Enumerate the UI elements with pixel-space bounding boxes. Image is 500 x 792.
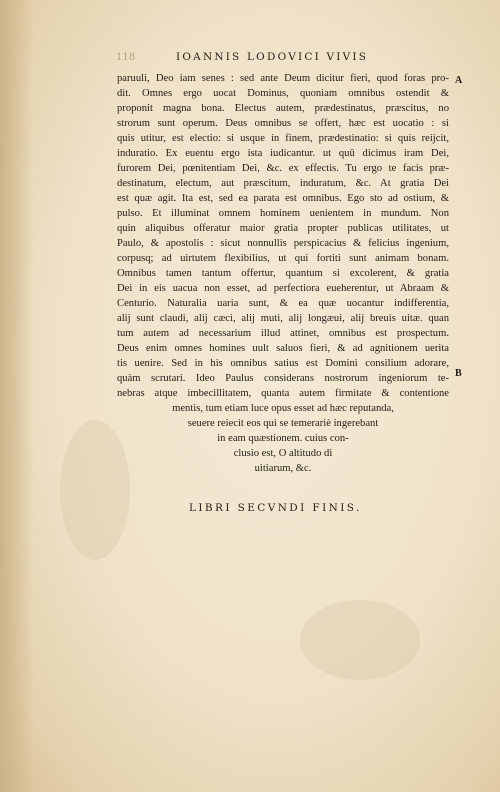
book-closing: LIBRI SECVNDI FINIS. <box>189 502 362 514</box>
margin-note-a: A <box>455 75 463 86</box>
text-line: alij sunt claudi, alij cæci, alij muti, alij longæui, alij breuis uitæ. quan <box>117 313 449 324</box>
text-line: induratio. Ex euentu ergo ista iudicantur. ut quū dicimus iram Dei, <box>117 148 449 159</box>
text-line: Centurio. Naturalia uaria sunt, & ea quæ uocantur indifferentia, <box>117 298 449 309</box>
text-line: furorem Dei, pœnitentiam Dei, &c. ex effectis. Tu ergo te facis præ- <box>117 163 449 174</box>
page-gutter-shadow <box>0 0 34 792</box>
text-line: paruuli, Deo iam senes : sed ante Deum dicitur fieri, quod foras pro- <box>117 73 449 84</box>
text-line: proponit magna bona. Electus autem, prædestinatus, præscitus, no <box>117 103 449 114</box>
text-line: mentis, tum etiam luce opus esset ad hæc reputanda, <box>172 403 394 414</box>
text-line: strorum sunt operum. Deus omnibus se offert, hæc est uocatio : si <box>117 118 449 129</box>
text-line: nebras atque imbecillitatem, quanta autem firmitate & contentione <box>117 388 449 399</box>
text-line: uitiarum, &c. <box>254 463 312 474</box>
text-line: quin aliquibus offeratur maior gratia propter publicas utilitates, ut <box>117 223 449 234</box>
text-line: dit. Omnes ergo uocat Dominus, quoniam omnibus ostendit & <box>117 88 449 99</box>
text-line: quàm scrutari. Ideo Paulus considerans nostrorum ingeniorum te- <box>117 373 449 384</box>
text-line: clusio est, O altitudo di <box>233 448 333 459</box>
paper-stain <box>300 600 420 680</box>
text-line: Dei in eis uacua non esset, ad perfectiora eueherentur, ut Abraam & <box>117 283 449 294</box>
text-line: seuere reiecit eos qui se temerariè ingerebant <box>187 418 379 429</box>
text-line: quis utitur, est electio: si usque in finem, prædestinatio: si quis reijcit, <box>117 133 449 144</box>
margin-note-b: B <box>455 368 462 379</box>
text-line: tis uenire. Sed in his omnibus satius est Domini consilium adorare, <box>117 358 449 369</box>
text-line: est quæ agit. Ita est, sed ea parata est omnibus. Ego sto ad ostium, & <box>117 193 449 204</box>
text-line: destinatum, electum, aut præscitum, induratum, &c. At gratia Dei <box>117 178 449 189</box>
text-line: corpusq; ad uirtutem flexibilius, ut qui fortiti sunt animam bonam. <box>117 253 449 264</box>
text-line: pulso. Et illuminat omnem hominem uenientem in mundum. Non <box>117 208 449 219</box>
text-line: Omnibus tamen tantum offertur, quantum si excolerent, & gratia <box>117 268 449 279</box>
page-number: 118 <box>116 52 136 63</box>
running-head: IOANNIS LODOVICI VIVIS <box>176 51 369 63</box>
text-line: Paulo, & apostolis : sicut nonnullis perspicacius & felicius ingenium, <box>117 238 449 249</box>
text-line: Deus enim omnes homines uult saluos fieri, & ad agnitionem uerita <box>117 343 449 354</box>
text-line: tum autem ad necessarium illud attinet, omnibus est prospectum. <box>117 328 449 339</box>
text-line: in eam quæstionem. cuius con- <box>217 433 349 444</box>
